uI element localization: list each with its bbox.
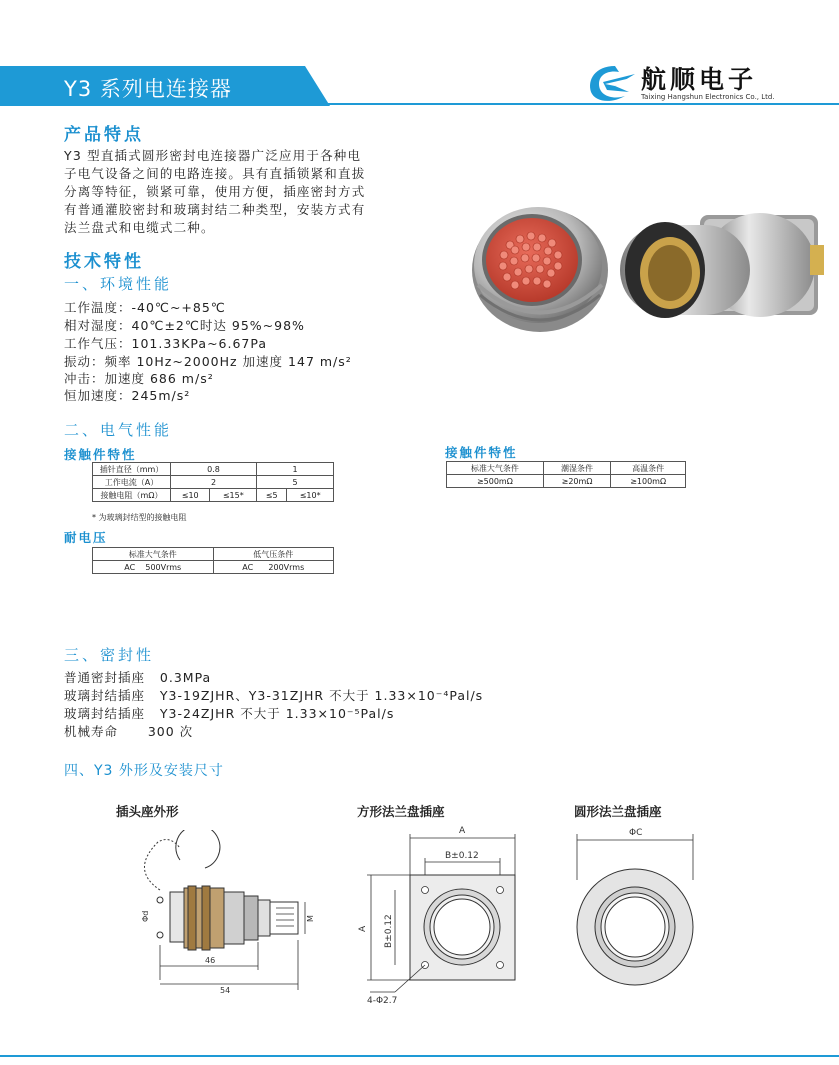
square-label-b-vertical: B±0.12: [384, 914, 394, 948]
plug-label-d: Φd: [141, 910, 150, 922]
voltage-table: [92, 547, 334, 574]
table-cell: ≥100mΩ: [611, 475, 686, 488]
table-cell: AC 200Vrms: [213, 561, 334, 574]
seal-heading: 三、密封性: [64, 646, 155, 664]
round-flange-drawing: [565, 820, 705, 990]
contact-note: * 为玻璃封结型的接触电阻: [92, 513, 187, 522]
contact-left-heading: 接触件特性: [64, 447, 137, 462]
features-text: [64, 147, 414, 237]
product-photo: [470, 205, 830, 335]
features-line: 法兰盘式和电缆式二种。: [64, 220, 215, 235]
table-cell: ≥500mΩ: [447, 475, 544, 488]
square-caption: 方形法兰盘插座: [357, 804, 445, 819]
contact-right-table: [446, 461, 686, 488]
env-line: 相对湿度：40℃±2℃时达 95%~98%: [64, 318, 305, 333]
features-line: Y3 型直插式圆形密封电连接器广泛应用于各种电: [64, 148, 362, 163]
table-header: 低气压条件: [213, 548, 334, 561]
table-cell: 2: [171, 476, 257, 489]
footer-rule: [0, 1055, 839, 1057]
dims-heading: 四、Y3 外形及安装尺寸: [64, 763, 224, 779]
table-cell: 接触电阻（mΩ）: [93, 489, 171, 502]
table-cell: ≥20mΩ: [543, 475, 611, 488]
table-cell: ≤10: [171, 489, 210, 502]
env-line: 振动：频率 10Hz~2000Hz 加速度 147 m/s²: [64, 354, 352, 369]
seal-line: 玻璃封结插座 Y3-24ZJHR 不大于 1.33×10⁻⁵Pal/s: [64, 706, 395, 721]
table-cell: 1: [257, 463, 334, 476]
table-cell: ≤5: [257, 489, 287, 502]
table-cell: AC 500Vrms: [93, 561, 214, 574]
voltage-heading: 耐电压: [64, 530, 108, 545]
seal-line: 玻璃封结插座 Y3-19ZJHR、Y3-31ZJHR 不大于 1.33×10⁻⁴Pal/s: [64, 688, 484, 703]
table-header: 标准大气条件: [93, 548, 214, 561]
features-line: 子电气设备之间的电路连接。具有直插锁紧和直拔: [64, 166, 366, 181]
plug-label-m: M: [306, 915, 315, 922]
contact-right-heading: 接触件特性: [445, 445, 518, 460]
table-header: 潮湿条件: [543, 462, 611, 475]
round-caption: 圆形法兰盘插座: [574, 804, 662, 819]
tech-heading: 技术特性: [64, 252, 144, 272]
plug-drawing: [100, 830, 330, 1000]
env-heading: 一、环境性能: [64, 275, 173, 293]
plug-label-46: 46: [205, 956, 216, 965]
brand-name: 航顺电子: [641, 65, 758, 94]
square-flange-drawing: [355, 820, 535, 1005]
features-line: 有普通灌胶密封和玻璃封结二种类型，安装方式有: [64, 202, 366, 217]
square-label-a-vertical: A: [358, 925, 368, 932]
env-line: 工作温度：-40℃~+85℃: [64, 300, 226, 315]
company-logo-icon: [585, 62, 645, 104]
table-cell: 插针直径（mm）: [93, 463, 171, 476]
header-rule: [300, 103, 839, 105]
plug-caption: 插头座外形: [116, 804, 179, 819]
env-line: 恒加速度：245m/s²: [64, 388, 191, 403]
features-heading: 产品特点: [64, 125, 144, 145]
page-title: Y3 系列电连接器: [64, 77, 232, 101]
table-header: 高温条件: [611, 462, 686, 475]
square-label-b: B±0.12: [445, 851, 479, 861]
env-line: 工作气压：101.33KPa~6.67Pa: [64, 336, 268, 351]
table-cell: 工作电流（A）: [93, 476, 171, 489]
table-cell: 0.8: [171, 463, 257, 476]
square-label-holes: 4-Φ2.7: [367, 996, 398, 1005]
contact-left-table: [92, 462, 334, 502]
square-label-a: A: [459, 826, 466, 836]
env-line: 冲击：加速度 686 m/s²: [64, 371, 214, 386]
brand-name-en: Taixing Hangshun Electronics Co., Ltd.: [641, 93, 775, 101]
seal-line: 普通密封插座 0.3MPa: [64, 670, 212, 685]
table-header: 标准大气条件: [447, 462, 544, 475]
table-cell: ≤10*: [287, 489, 334, 502]
plug-label-54: 54: [220, 986, 231, 995]
round-label-c: ΦC: [629, 828, 643, 838]
elec-heading: 二、电气性能: [64, 421, 173, 439]
features-line: 分离等特征，锁紧可靠，使用方便，插座密封方式: [64, 184, 366, 199]
seal-line: 机械寿命 300 次: [64, 724, 194, 739]
table-cell: 5: [257, 476, 334, 489]
table-cell: ≤15*: [210, 489, 257, 502]
